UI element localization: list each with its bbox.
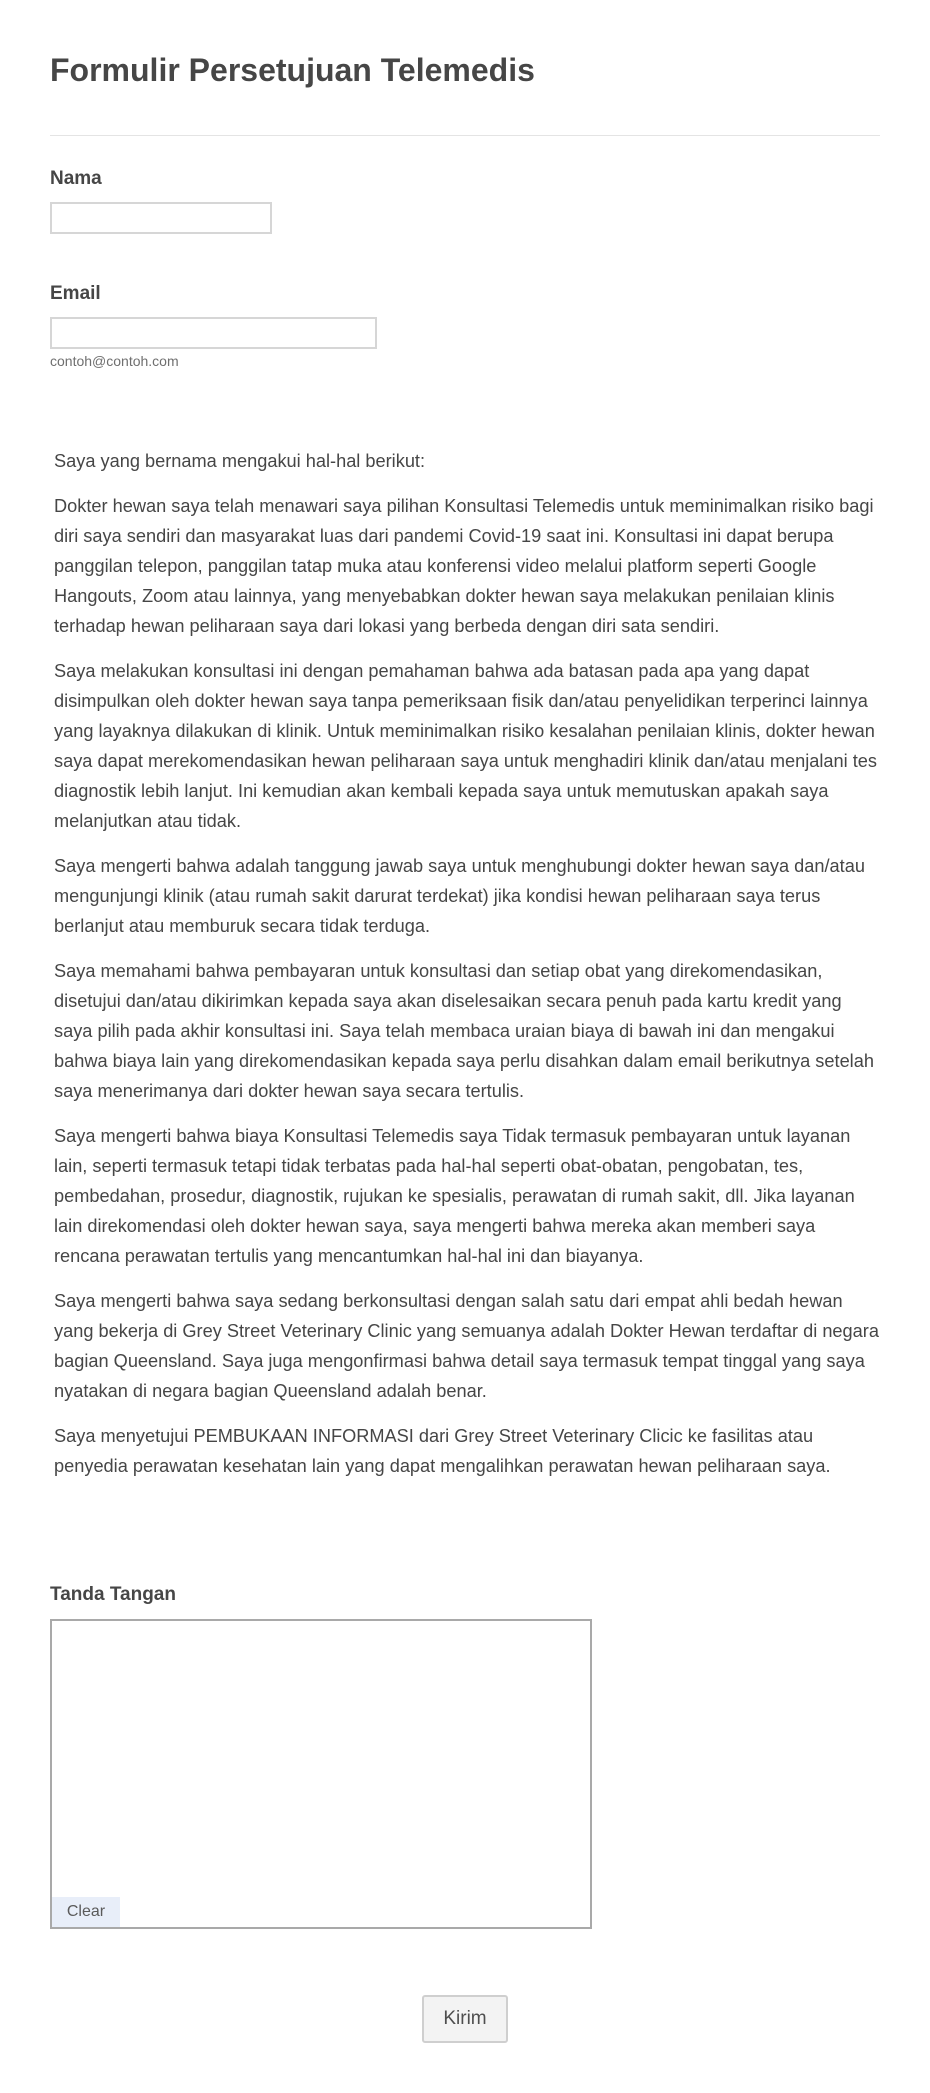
email-input[interactable]: [50, 317, 377, 349]
submit-button[interactable]: Kirim: [422, 1995, 508, 2043]
header-divider: [50, 135, 880, 136]
consent-text: [54, 446, 880, 1496]
signature-label: Tanda Tangan: [50, 1584, 176, 1605]
consent-paragraph-veterinarians: Saya mengerti bahwa saya sedang berkonsultasi dengan salah satu dari empat ahli bedah hewan yang bekerja di Grey Street Veterinary Clinic yang semuanya adalah Dokter Hewan terdaftar di negara bagian Queensland. Saya juga mengonfirmasi bahwa detail saya termasuk tempat tinggal yang saya nyatakan di negara bagian Queensland adalah benar.: [54, 1291, 879, 1401]
clear-signature-button[interactable]: Clear: [52, 1897, 120, 1927]
consent-paragraph-telemedicine: Dokter hewan saya telah menawari saya pilihan Konsultasi Telemedis untuk meminimalkan risiko bagi diri saya sendiri dan masyarakat luas dari pandemi Covid-19 saat ini. Konsultasi ini dapat berupa panggilan telepon, panggilan tatap muka atau konferensi video melalui platform seperti Google Hangouts, Zoom atau lainnya, yang menyebabkan dokter hewan saya melakukan penilaian klinis terhadap hewan peliharaan saya dari lokasi yang berbeda dengan diri sata sendiri.: [54, 496, 874, 636]
consent-paragraph-fees: Saya mengerti bahwa biaya Konsultasi Telemedis saya Tidak termasuk pembayaran untuk layanan lain, seperti termasuk tetapi tidak terbatas pada hal-hal seperti obat-obatan, pengobatan, tes, pembedahan, prosedur, diagnostik, rujukan ke spesialis, perawatan di rumah sakit, dll. Jika layanan lain direkomendasi oleh dokter hewan saya, saya mengerti bahwa mereka akan memberi saya rencana perawatan tertulis yang mencantumkan hal-hal ini dan biayanya.: [54, 1126, 855, 1266]
page-title: Formulir Persetujuan Telemedis: [50, 52, 535, 88]
consent-paragraph-limitations: Saya melakukan konsultasi ini dengan pemahaman bahwa ada batasan pada apa yang dapat disimpulkan oleh dokter hewan saya tanpa pemeriksaan fisik dan/atau penyelidikan terperinci lainnya yang layaknya dilakukan di klinik. Untuk meminimalkan risiko kesalahan penilaian klinis, dokter hewan saya dapat merekomendasikan hewan peliharaan saya untuk menghadiri klinik dan/atau menjalani tes diagnostik lebih lanjut. Ini kemudian akan kembali kepada saya untuk memutuskan apakah saya melanjutkan atau tidak.: [54, 661, 877, 831]
signature-pad[interactable]: [50, 1619, 592, 1929]
name-input[interactable]: [50, 202, 272, 234]
consent-paragraph-payment: Saya memahami bahwa pembayaran untuk konsultasi dan setiap obat yang direkomendasikan, disetujui dan/atau dikirimkan kepada saya akan diselesaikan secara penuh pada kartu kredit yang saya pilih pada akhir konsultasi ini. Saya telah membaca uraian biaya di bawah ini dan mengakui bahwa biaya lain yang direkomendasikan kepada saya perlu disahkan dalam email berikutnya setelah saya menerimanya dari dokter hewan saya secara tertulis.: [54, 961, 874, 1101]
consent-paragraph-responsibility: Saya mengerti bahwa adalah tanggung jawab saya untuk menghubungi dokter hewan saya dan/atau mengunjungi klinik (atau rumah sakit darurat terdekat) jika kondisi hewan peliharaan saya terus berlanjut atau memburuk secara tidak terduga.: [54, 856, 865, 936]
name-label: Nama: [50, 168, 102, 189]
consent-paragraph-intro: Saya yang bernama mengakui hal-hal berikut:: [54, 451, 426, 471]
consent-paragraph-information-release: Saya menyetujui PEMBUKAAN INFORMASI dari Grey Street Veterinary Clicic ke fasilitas atau penyedia perawatan kesehatan lain yang dapat mengalihkan perawatan hewan peliharaan saya.: [54, 1426, 831, 1476]
email-sublabel: contoh@contoh.com: [50, 353, 179, 369]
email-label: Email: [50, 283, 101, 304]
